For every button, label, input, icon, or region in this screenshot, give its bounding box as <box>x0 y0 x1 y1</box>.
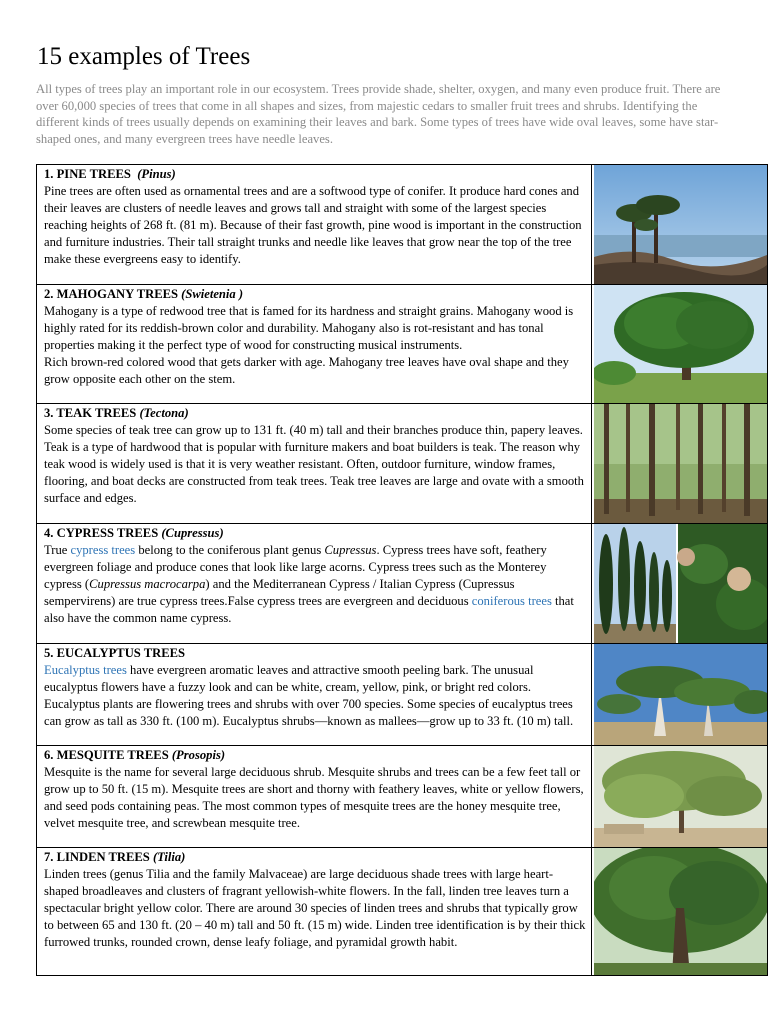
mesquite-tree-photo <box>594 746 767 847</box>
table-row <box>37 848 767 975</box>
tree-body-part: have evergreen aromatic leaves and attractive smooth peeling bark. The unusual eucalyptus flowers have a fuzzy look and can be white, cream, yellow, pink, or bright red colors. Eucalyptus plants are flowering trees and shrubs with over 700 species. Some species of eucalyptus trees can grow as tall as 330 ft. (100 m). Eucalyptus shrubs—known as mallees—grow up to 33 ft. (10 m) tall. <box>44 662 574 728</box>
tree-body: Mahogany is a type of redwood tree that is famed for its hardness and straight grains. Mahogany wood is highly rated for its reddish-brown color and durability. Mahogany also is rot-resistant and has tonal properties making it the perfect type of wood for constructing musical instruments. <box>44 303 574 352</box>
eucalyptus-tree-photo <box>594 644 767 745</box>
trees-table <box>36 164 768 976</box>
coniferous-trees-link[interactable]: coniferous trees <box>471 593 552 608</box>
tree-heading: 3. TEAK TREES <box>44 406 137 420</box>
species-name: Cupressus macrocarpa <box>89 576 206 591</box>
tree-heading: 4. CYPRESS TREES <box>44 526 159 540</box>
page-title: 15 examples of Trees <box>37 43 251 70</box>
tree-body-2: Teak is a type of hardwood that is popular with furniture makers and boat builders is teak. The reason why teak wood is widely used is that it is very weather resistant. Often, outdoor furniture, window frames, flooring, and boat decks are constructed from teak trees. Teak tree leaves are large and ovate with a smooth surface and edges. <box>44 439 584 505</box>
tree-description <box>37 746 592 847</box>
teak-tree-photo <box>594 404 767 523</box>
tree-latin-name: (Tilia) <box>152 850 186 864</box>
table-row <box>37 524 767 644</box>
cypress-tree-photo <box>594 524 767 643</box>
table-row <box>37 285 767 404</box>
tree-description <box>37 524 592 643</box>
tree-heading: 2. MAHOGANY TREES <box>44 287 178 301</box>
tree-description <box>37 644 592 745</box>
cypress-trees-link[interactable]: cypress trees <box>70 542 136 557</box>
tree-body: Mesquite is the name for several large deciduous shrub. Mesquite shrubs and trees can be a few feet tall or grow up to 50 ft. (15 m). Mesquite trees are short and thorny with feathery leaves, white or yellow flowers, and seed pods containing peas. The most common types of mesquite trees are the honey mesquite tree, velvet mesquite tree, and screwbean mesquite tree. <box>44 764 584 830</box>
table-row <box>37 404 767 524</box>
tree-body-part: ) and the Mediterranean Cypress / Italian Cypress (Cupressus sempervirens) are true cypress trees.False cypress trees are evergreen and deciduous <box>44 576 515 608</box>
linden-tree-photo <box>594 848 767 975</box>
tree-body: Linden trees (genus Tilia and the family Malvaceae) are large deciduous shade trees with large heart-shaped broadleaves and clusters of fragrant yellowish-white flowers. In the fall, linden tree leaves turn a spectacular bright yellow color. There are around 30 species of linden trees and shrubs that typically grow to between 65 and 130 ft. (20 – 40 m) tall and 50 ft. (15 m) wide. Linden tree identification is by their thick furrowed trunks, rounded crown, dense leafy foliage, and pyramidal growth habit. <box>44 866 586 949</box>
tree-body: Some species of teak tree can grow up to 131 ft. (40 m) tall and their branches produce thin, papery leaves. <box>44 422 583 437</box>
tree-description <box>37 848 592 975</box>
table-row <box>37 165 767 285</box>
tree-heading: 7. LINDEN TREES <box>44 850 150 864</box>
tree-heading: 6. MESQUITE TREES <box>44 748 169 762</box>
intro-paragraph: All types of trees play an important role in our ecosystem. Trees provide shade, shelter, oxygen, and many even produce fruit. There are over 60,000 species of trees that come in all shapes and sizes, from majestic cedars to smaller fruit trees and shrubs. Identifying the different kinds of trees usually depends on examining their leaves and bark. Some types of trees have wide oval leaves, some have star-shaped ones, and many evergreen trees have needle leaves. <box>36 82 721 146</box>
tree-heading: 1. PINE TREES <box>44 167 131 181</box>
tree-latin-name: (Tectona) <box>139 406 189 420</box>
tree-body-part: True <box>44 542 71 557</box>
tree-latin-name: (Swietenia ) <box>181 287 244 301</box>
tree-body-part: . Cypress trees have soft, feathery evergreen foliage and produce cones that look like large acorns. Cypress trees such as the Monterey cypress ( <box>44 542 547 591</box>
tree-description <box>37 285 592 403</box>
tree-description <box>37 165 592 284</box>
tree-latin-name: (Pinus) <box>137 167 176 181</box>
table-row <box>37 644 767 746</box>
tree-body-part: that also have the common name cypress. <box>44 593 574 625</box>
tree-description <box>37 404 592 523</box>
eucalyptus-trees-link[interactable]: Eucalyptus trees <box>44 662 127 677</box>
genus-name: Cupressus <box>324 542 377 557</box>
tree-latin-name: (Prosopis) <box>171 748 226 762</box>
mahogany-tree-photo <box>594 285 767 403</box>
table-row <box>37 746 767 848</box>
tree-body: Pine trees are often used as ornamental trees and are a softwood type of conifer. It produce hard cones and their leaves are clusters of needle leaves and grows tall and straight with some of the largest species reaching heights of 268 ft. (81 m). Because of their fast growth, pine wood is important in the construction and furniture industries. Their tall straight trunks and needle like leaves that grow near the top of the tree make these evergreens easy to identify. <box>44 183 582 266</box>
tree-heading: 5. EUCALYPTUS TREES <box>44 646 186 660</box>
pine-tree-photo <box>594 165 767 284</box>
tree-latin-name: (Cupressus) <box>161 526 224 540</box>
tree-body-2: Rich brown-red colored wood that gets darker with age. Mahogany tree leaves have oval shape and they grow opposite each other on the stem. <box>44 354 569 386</box>
tree-body-part: belong to the coniferous plant genus <box>135 542 325 557</box>
